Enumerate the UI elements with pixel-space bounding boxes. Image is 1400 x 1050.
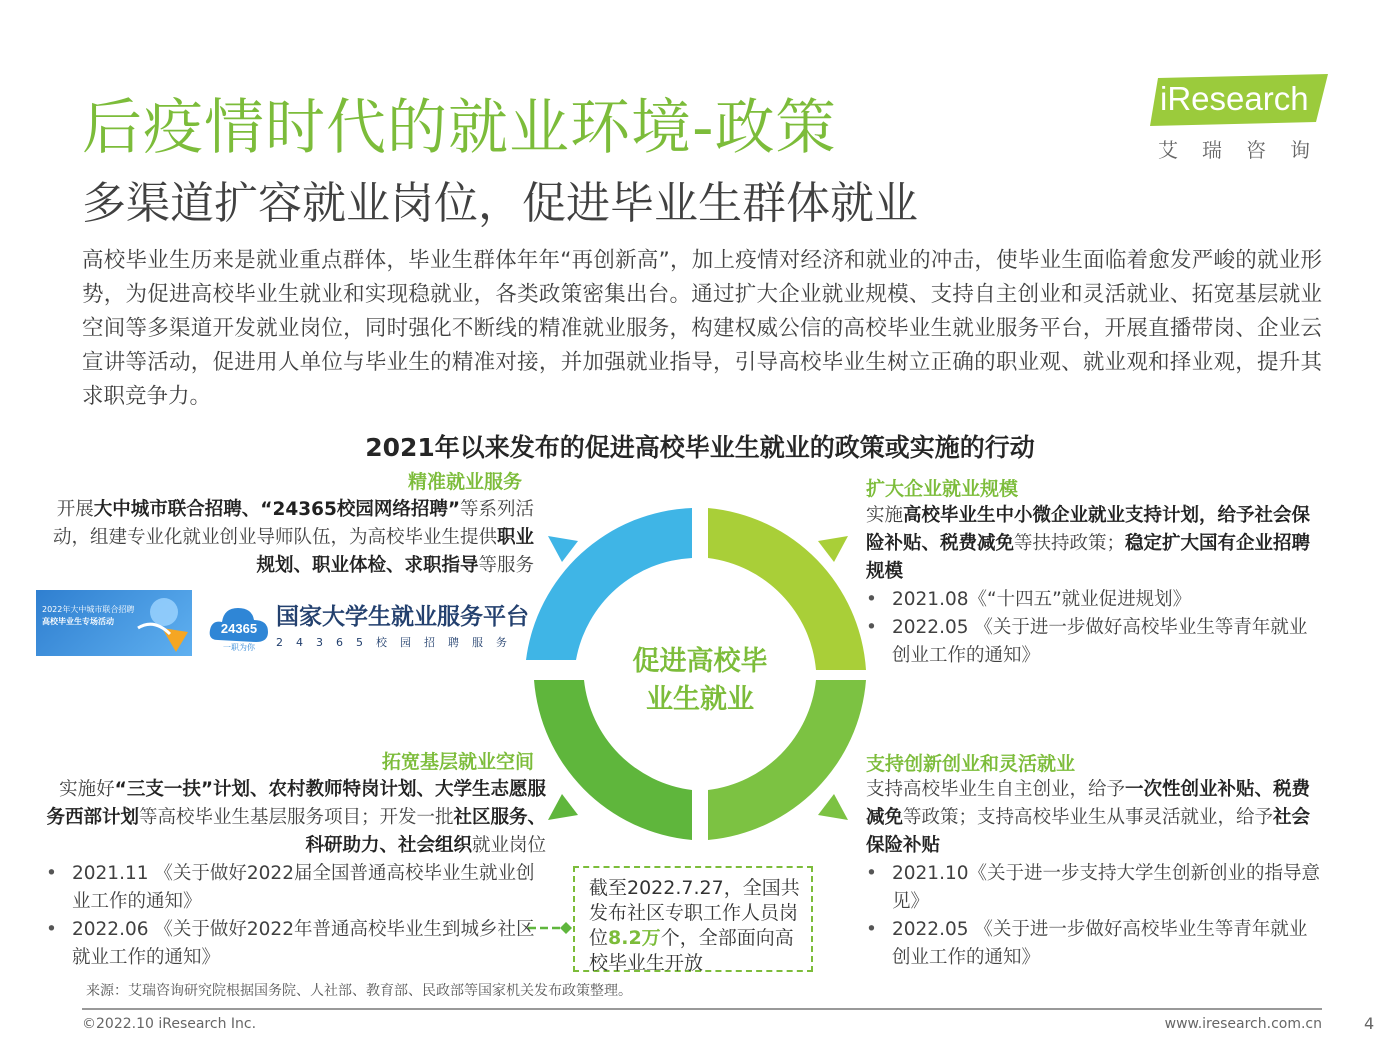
section-text-innovation: 支持高校毕业生自主创业，给予一次性创业补贴、税费减免等政策；支持高校毕业生从事灵活就业，给予社会保险补贴 <box>866 779 1311 856</box>
diagram-title: 2021年以来发布的促进高校毕业生就业的政策或实施的行动 <box>365 433 1035 462</box>
section-text-grassroots: 实施好“三支一扶”计划、农村教师特岗计划、大学生志愿服务西部计划等高校毕业生基层服务项目；开发一批社区服务、科研助力、社会组织就业岗位 <box>46 779 546 856</box>
section-title-precise-service: 精准就业服务 <box>408 471 523 493</box>
ring-center-label: 促进高校毕业生就业 <box>632 646 768 715</box>
arrow-top-right <box>818 536 848 562</box>
page-title: 后疫情时代的就业环境-政策 <box>82 93 837 163</box>
source-note: 来源：艾瑞咨询研究院根据国务院、人社部、教育部、民政部等国家机关发布政策整理。 <box>86 983 632 999</box>
badge-sub: 一职为你 <box>223 643 255 652</box>
page-subtitle: 多渠道扩容就业岗位，促进毕业生群体就业 <box>82 178 918 229</box>
job-fair-banner-image <box>36 590 192 656</box>
cloud-badge-icon <box>208 600 270 652</box>
policy-list-grassroots <box>46 860 546 972</box>
platform-title: 国家大学生就业服务平台 <box>276 604 529 630</box>
policy-item: • 2022.05 《关于进一步做好高校毕业生等青年就业创业工作的通知》 <box>866 916 1322 972</box>
ring-segment-top-left <box>526 508 692 660</box>
arrow-bottom-left <box>548 794 578 820</box>
note-connector-head <box>560 922 572 934</box>
community-jobs-note: 截至2022.7.27，全国共发布社区专职工作人员岗位8.2万个，全部面向高校毕业生开放 <box>573 866 813 972</box>
section-text-expand-enterprise: 实施高校毕业生中小微企业就业支持计划，给予社会保险补贴、税费减免等扶持政策；稳定扩大国有企业招聘规模 <box>866 505 1311 582</box>
section-title-expand-enterprise: 扩大企业就业规模 <box>866 478 1019 500</box>
section-title-grassroots: 拓宽基层就业空间 <box>382 751 535 773</box>
arrow-bottom-right <box>818 794 848 820</box>
footer-divider <box>82 1008 1322 1010</box>
policy-item: • 2021.11 《关于做好2022届全国普通高校毕业生就业创业工作的通知》 <box>46 860 546 916</box>
policy-item: • 2021.08《“十四五”就业促进规划》 <box>866 586 1322 614</box>
page-number: 4 <box>1364 1014 1375 1033</box>
policy-list-innovation <box>866 860 1322 972</box>
footer-url[interactable]: www.iresearch.com.cn <box>1164 1016 1322 1032</box>
policy-item: • 2022.05 《关于进一步做好高校毕业生等青年就业创业工作的通知》 <box>866 614 1322 670</box>
logo-brand-text: iResearch <box>1160 80 1309 117</box>
logo-cn-text: 艾瑞咨询 <box>1158 138 1334 162</box>
badge-number: 24365 <box>220 621 258 636</box>
policy-item: • 2022.06 《关于做好2022年普通高校毕业生到城乡社区就业工作的通知》 <box>46 916 546 972</box>
arrow-top-left <box>548 536 578 562</box>
banner-line-2: 高校毕业生专场活动 <box>42 617 114 626</box>
policy-item: • 2021.10《关于进一步支持大学生创新创业的指导意见》 <box>866 860 1322 916</box>
intro-paragraph: 高校毕业生历来是就业重点群体，毕业生群体年年“再创新高”，加上疫情对经济和就业的冲击，使毕业生面临着愈发严峻的就业形势，为促进高校毕业生就业和实现稳就业，各类政策密集出台。通过扩大企业就业规模、支持自主创业和灵活就业、拓宽基层就业空间等多渠道开发就业岗位，同时强化不断线的精准就业服务，构建权威公信的高校毕业生就业服务平台，开展直播带岗、企业云宣讲等活动，促进用人单位与毕业生的精准对接，并加强就业指导，引导高校毕业生树立正确的职业观、就业观和择业观，提升其求职竞争力。 <box>82 248 1322 409</box>
platform-subtitle: 24365校园招聘服务 <box>276 636 520 649</box>
section-title-innovation: 支持创新创业和灵活就业 <box>866 753 1076 775</box>
footer-copyright: ©2022.10 iResearch Inc. <box>82 1016 257 1032</box>
policy-list-expand-enterprise <box>866 586 1322 670</box>
banner-line-1: 2022年大中城市联合招聘 <box>42 605 135 614</box>
banner-figure-icon <box>132 594 190 654</box>
section-text-precise-service: 开展大中城市联合招聘、“24365校园网络招聘”等系列活动，组建专业化就业创业导师队伍，为高校毕业生提供职业规划、职业体检、求职指导等服务 <box>52 499 534 576</box>
